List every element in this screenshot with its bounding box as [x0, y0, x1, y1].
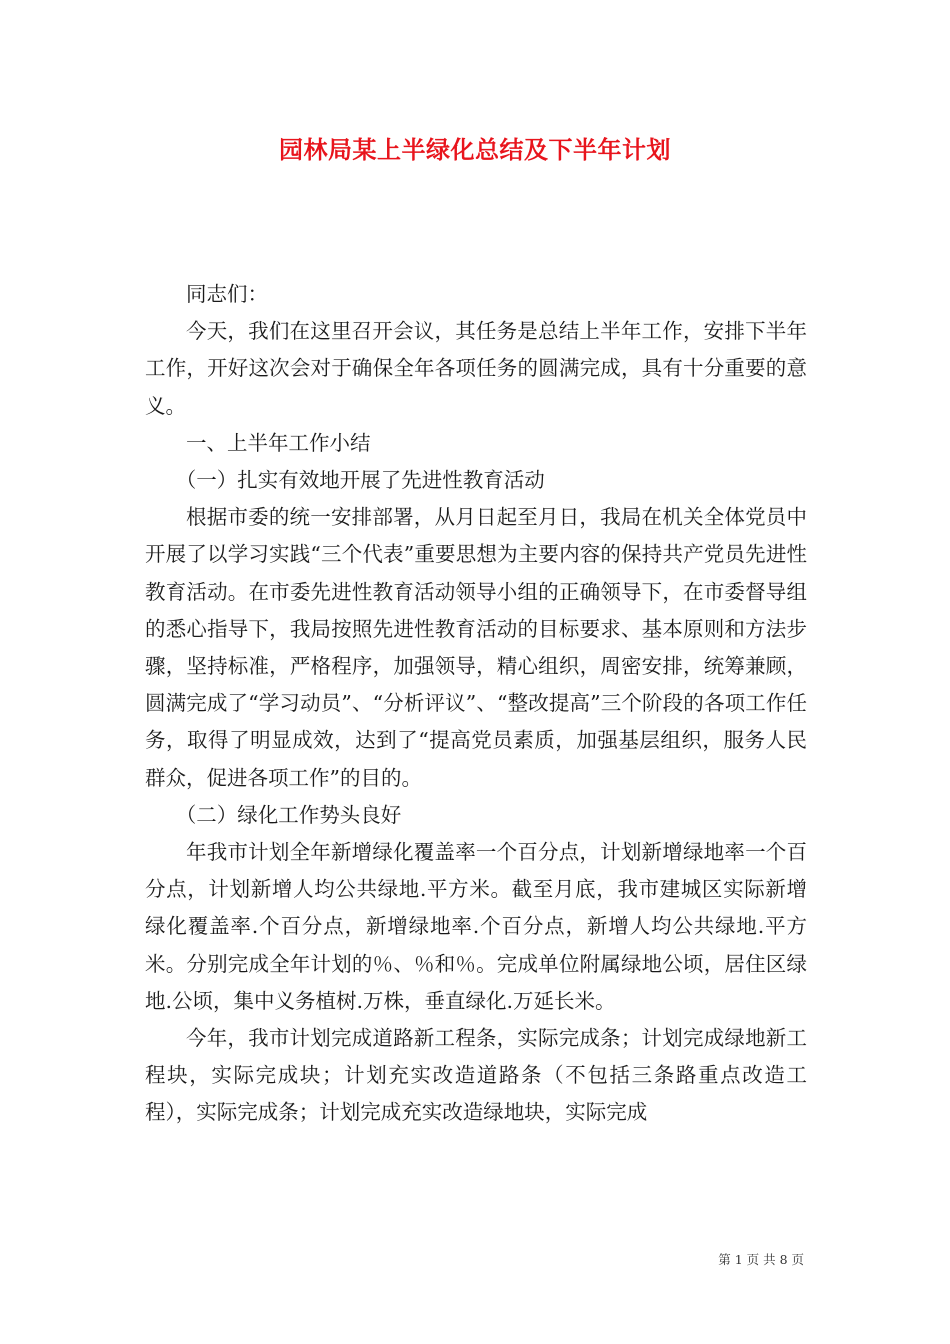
document-title: 园林局某上半绿化总结及下半年计划	[279, 135, 671, 164]
subsection-heading-1: （一）扎实有效地开展了先进性教育活动	[175, 468, 545, 493]
section-heading-1: 一、上半年工作小结	[186, 430, 371, 455]
body-paragraph: 根据市委的统一安排部署，从月日起至月日，我局在机关全体党员中开展了以学习实践“三个代表”重要思想为主要内容的保持共产党员先进性教育活动。在市委先进性教育活动领导小组的正确领导下，在市委督导组的悉心指导下，我局按照先进性教育活动的目标要求、基本原则和方法步骤，坚持标准，严格程序，加强领导，精心组织，周密安排，统筹兼顾，圆满完成了“学习动员”、“分析评议”、“整改提高”三个阶段的各项工作任务，取得了明显成效，达到了“提高党员素质，加强基层组织，服务人民群众，促进各项工作”的目的。	[145, 505, 807, 790]
salutation: 同志们：	[186, 282, 268, 306]
document-body	[145, 276, 807, 1132]
body-paragraph: 年我市计划全年新增绿化覆盖率一个百分点，计划新增绿地率一个百分点，计划新增人均公共绿地.平方米。截至月底，我市建城区实际新增绿化覆盖率.个百分点，新增绿地率.个百分点，新增人均公共绿地.平方米。分别完成全年计划的％、％和％。完成单位附属绿地公顷，居住区绿地.公顷，集中义务植树.万株，垂直绿化.万延长米。	[145, 840, 807, 1013]
body-paragraph: 今年，我市计划完成道路新工程条，实际完成条；计划完成绿地新工程块，实际完成块；计划充实改造道路条（不包括三条路重点改造工程），实际完成条；计划完成充实改造绿地块，实际完成	[145, 1026, 807, 1125]
subsection-heading-2: （二）绿化工作势头良好	[175, 802, 402, 827]
page-number-footer: 第 1 页 共 8 页	[718, 1252, 804, 1267]
intro-paragraph: 今天，我们在这里召开会议，其任务是总结上半年工作，安排下半年工作，开好这次会对于确保全年各项任务的圆满完成，具有十分重要的意义。	[145, 319, 807, 418]
